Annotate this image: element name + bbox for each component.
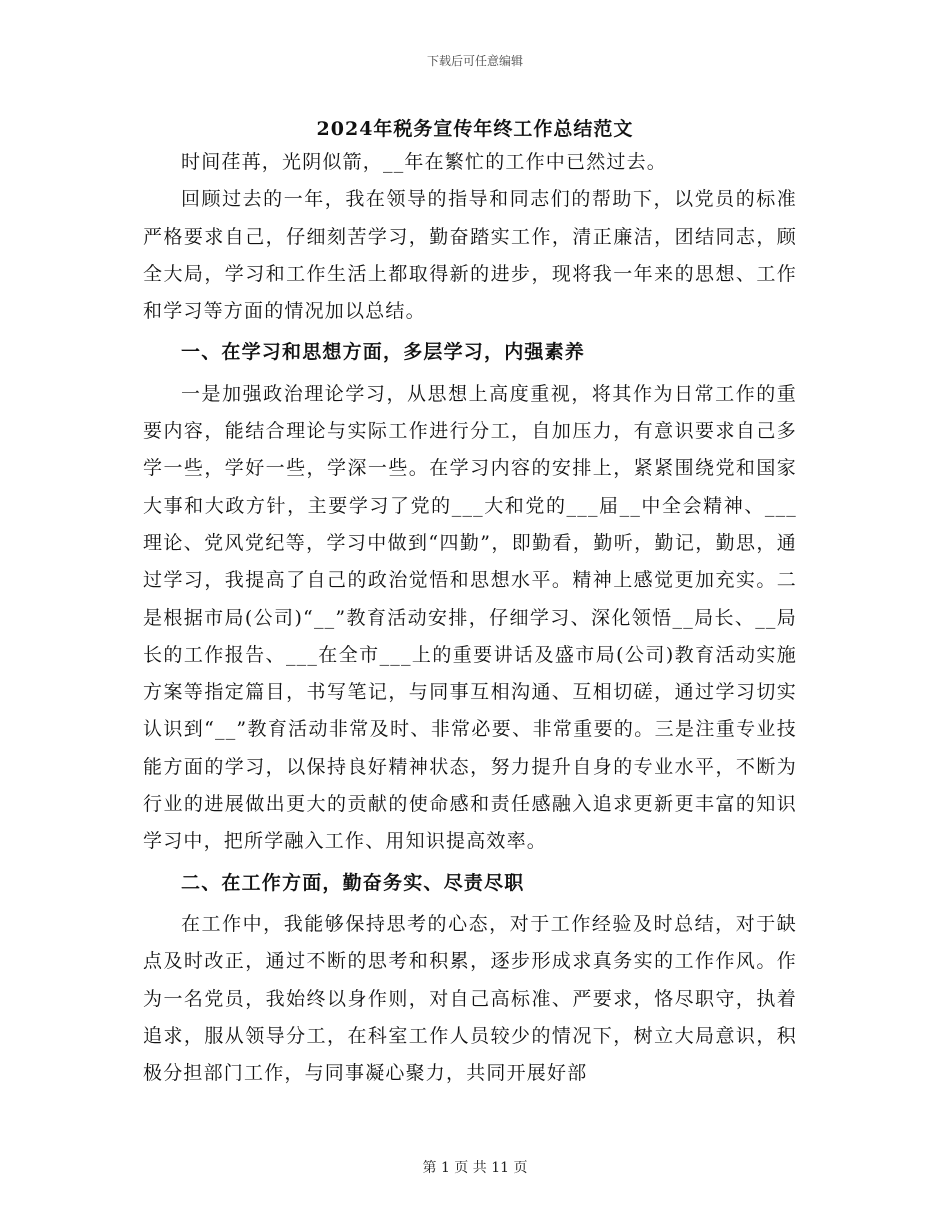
page-footer: 第 1 页 共 11 页 [422, 1160, 528, 1176]
page-header: 下载后可任意编辑 [426, 54, 523, 68]
document-title: 2024年税务宣传年终工作总结范文 [316, 118, 634, 140]
section-heading: 二、在工作方面，勤奋务实、尽责尽职 [181, 871, 525, 894]
paragraph: 一是加强政治理论学习，从思想上高度重视，将其作为日常工作的重要内容，能结合理论与实际工作进行分工，自加压力，有意识要求自己多学一些，学好一些，学深一些。在学习内容的安排上，紧紧围绕党和国家大事和大政方针，主要学习了党的___大和党的___届__中全会精神、___理论、党风党纪等，学习中做到“四勤”，即勤看，勤听，勤记，勤思，通过学习，我提高了自己的政治觉悟和思想水平。精神上感觉更加充实。二是根据市局(公司)“__”教育活动安排，仔细学习、深化领悟__局长、__局长的工作报告、___在全市___上的重要讲话及盛市局(公司)教育活动实施方案等指定篇目，书写笔记，与同事互相沟通、互相切磋，通过学习切实认识到“__”教育活动非常及时、非常必要、非常重要的。三是注重专业技能方面的学习，以保持良好精神状态，努力提升自身的专业水平，不断为行业的进展做出更大的贡献的使命感和责任感融入追求更新更丰富的知识学习中，把所学融入工作、用知识提高效率。 [143, 382, 797, 853]
document-body [143, 144, 797, 1092]
section-heading: 一、在学习和思想方面，多层学习，内强素养 [181, 341, 586, 364]
paragraph: 在工作中，我能够保持思考的心态，对于工作经验及时总结，对于缺点及时改正，通过不断的思考和积累，逐步形成求真务实的工作作风。作为一名党员，我始终以身作则，对自己高标准、严要求，恪尽职守，执着追求，服从领导分工，在科室工作人员较少的情况下，树立大局意识，积极分担部门工作，与同事凝心聚力，共同开展好部 [143, 912, 797, 1085]
paragraph: 时间荏苒，光阴似箭，__年在繁忙的工作中已然过去。 [181, 151, 668, 173]
paragraph: 回顾过去的一年，我在领导的指导和同志们的帮助下，以党员的标准严格要求自己，仔细刻苦学习，勤奋踏实工作，清正廉洁，团结同志，顾全大局，学习和工作生活上都取得新的进步，现将我一年来的思想、工作和学习等方面的情况加以总结。 [143, 188, 797, 323]
